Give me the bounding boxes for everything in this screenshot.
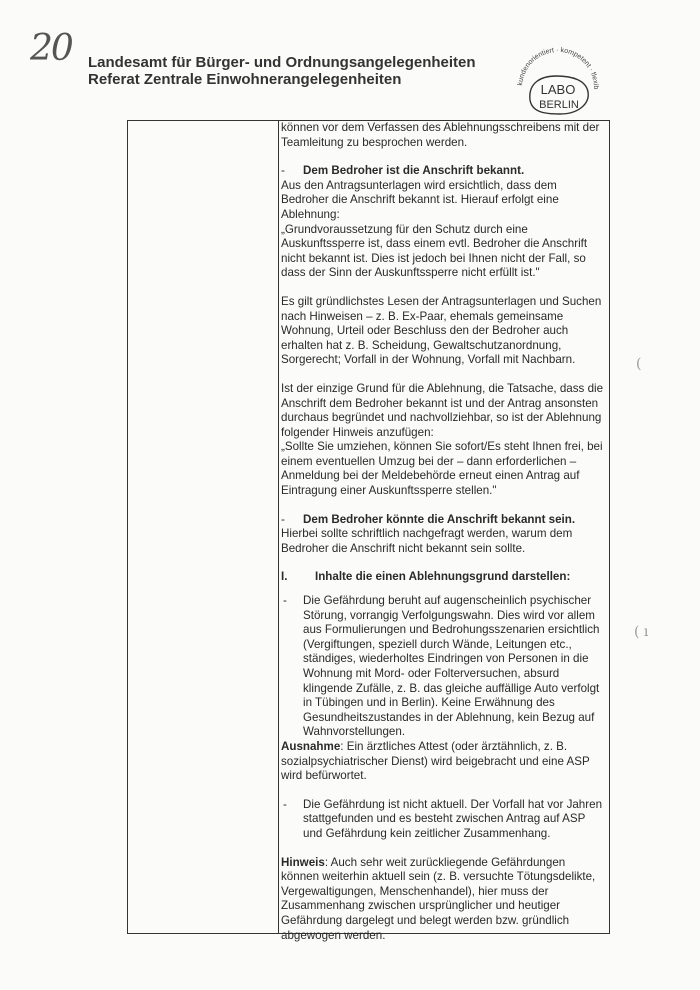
- logo-word-berlin: BERLIN: [539, 99, 579, 111]
- only-reason-paragraph: Ist der einzige Grund für die Ablehnung, die Tatsache, dass die Anschrift dem Bedroher bekannt ist und der Antrag ansonsten durchaus begründet und nachvollziehbar, so ist der Ablehnung folgender Hinweis anzufügen:: [281, 381, 604, 439]
- empty-left-column: [128, 121, 279, 933]
- exception-text: : Ein ärztliches Attest (oder ärztähnlich, z. B. sozialpsychiatrischer Dienst) wird beigebracht und eine ASP wird befürwortet.: [281, 739, 590, 783]
- reason-item-not-current: - Die Gefährdung ist nicht aktuell. Der Vorfall hat vor Jahren stattgefunden und es besteht zwischen Antrag auf ASP und Gefährdung kein zeitlicher Zusammenhang.: [281, 798, 606, 842]
- labo-berlin-logo: [508, 42, 606, 122]
- roman-numeral: I.: [281, 570, 288, 584]
- exception-label: Ausnahme: [281, 739, 341, 753]
- section-text-address-known: Aus den Antragsunterlagen wird ersichtlich, dass dem Bedroher die Anschrift bekannt ist. Hierauf erfolgt eine Ablehnung:: [281, 178, 559, 221]
- reason-item-mental-disorder: - Die Gefährdung beruht auf augenscheinlich psychischer Störung, vorrangig Verfolgungswahn. Dies wird vor allem aus Formulierungen und Bedrohungsszenarien ersichtlich (Vergiftungen, speziell durch Wände, Leitungen etc., ständiges, wiederholtes Eindringen von Personen in die Wohnung mit Mord- oder Folterversuchen, absurd klingende Zufälle, z. B. das gleiche auffällige Auto verfolgt in Tübingen und in Berlin). Keine Erwähnung des Gesundheitszustandes in der Ablehnung, kein Bezug auf Wahnvorstellungen.: [281, 594, 606, 740]
- reading-instruction: Es gilt gründlichstes Lesen der Antragsunterlagen und Suchen nach Hinweisen – z. B. Ex-Paar, ehemals gemeinsame Wohnung, Urteil oder Beschluss den der Bedroher auch erhalten hat z. B. Scheidung, Gewaltschutzanordnung, Sorgerecht; Vorfall in der Wohnung, Vorfall mit Nachbarn.: [281, 294, 602, 367]
- section-text-address-possibly-known: Hierbei sollte schriftlich nachgefragt werden, warum dem Bedroher die Anschrift nicht bekannt sein sollte.: [281, 527, 573, 555]
- rejection-reasons-title: Inhalte die einen Ablehnungsgrund darstellen:: [315, 570, 571, 584]
- header-department: Referat Zentrale Einwohnerangelegenheiten: [88, 71, 402, 88]
- right-column-content: [281, 121, 606, 943]
- hint-text: : Auch sehr weit zurückliegende Gefährdungen können weiterhin aktuell sein (z. B. versuchte Tötungsdelikte, Vergewaltigungen, Menschenhandel), hier muss der Zusammenhang zwischen ursprünglicher und heutiger Gefährdung dargelegt und belegt werden bzw. gründlich abgewogen werden.: [281, 855, 596, 942]
- rejection-quote: „Grundvoraussetzung für den Schutz durch eine Auskunftssperre ist, dass einem evtl. Bedroher die Anschrift nicht bekannt ist. Dies ist jedoch bei Ihnen nicht der Fall, so dass der Sinn der Auskunftssperre nicht erfüllt ist.": [281, 222, 588, 280]
- content-table: [127, 120, 610, 942]
- section-heading-address-possibly-known: - Dem Bedroher könnte die Anschrift bekannt sein.: [281, 513, 606, 528]
- rejection-reasons-heading: [281, 570, 606, 585]
- margin-scan-mark: ( ı: [634, 624, 649, 640]
- relocation-quote: „Sollte Sie umziehen, können Sie sofort/Es steht Ihnen frei, bei einem eventuellen Umzug bei der – dann erforderlichen – Anmeldung bei der Meldebehörde erneut einen Antrag auf Eintragung einer Auskunftssperre stellen.": [281, 440, 603, 498]
- document-header: [88, 54, 476, 88]
- exception-note: [281, 740, 606, 784]
- header-authority: Landesamt für Bürger- und Ordnungsangelegenheiten: [88, 54, 476, 71]
- hint-label: Hinweis: [281, 855, 325, 869]
- section-heading-address-known: - Dem Bedroher ist die Anschrift bekannt.: [281, 164, 606, 179]
- logo-arc-text: kundenorientiert · kompetent · flexib: [517, 46, 600, 90]
- hint-note: [281, 856, 606, 944]
- handwritten-page-number: 20: [30, 28, 72, 69]
- logo-word-labo: LABO: [540, 82, 576, 97]
- intro-text: können vor dem Verfassen des Ablehnungsschreibens mit der Teamleitung zu besprochen werden.: [281, 121, 600, 149]
- margin-scan-mark: (: [636, 356, 642, 372]
